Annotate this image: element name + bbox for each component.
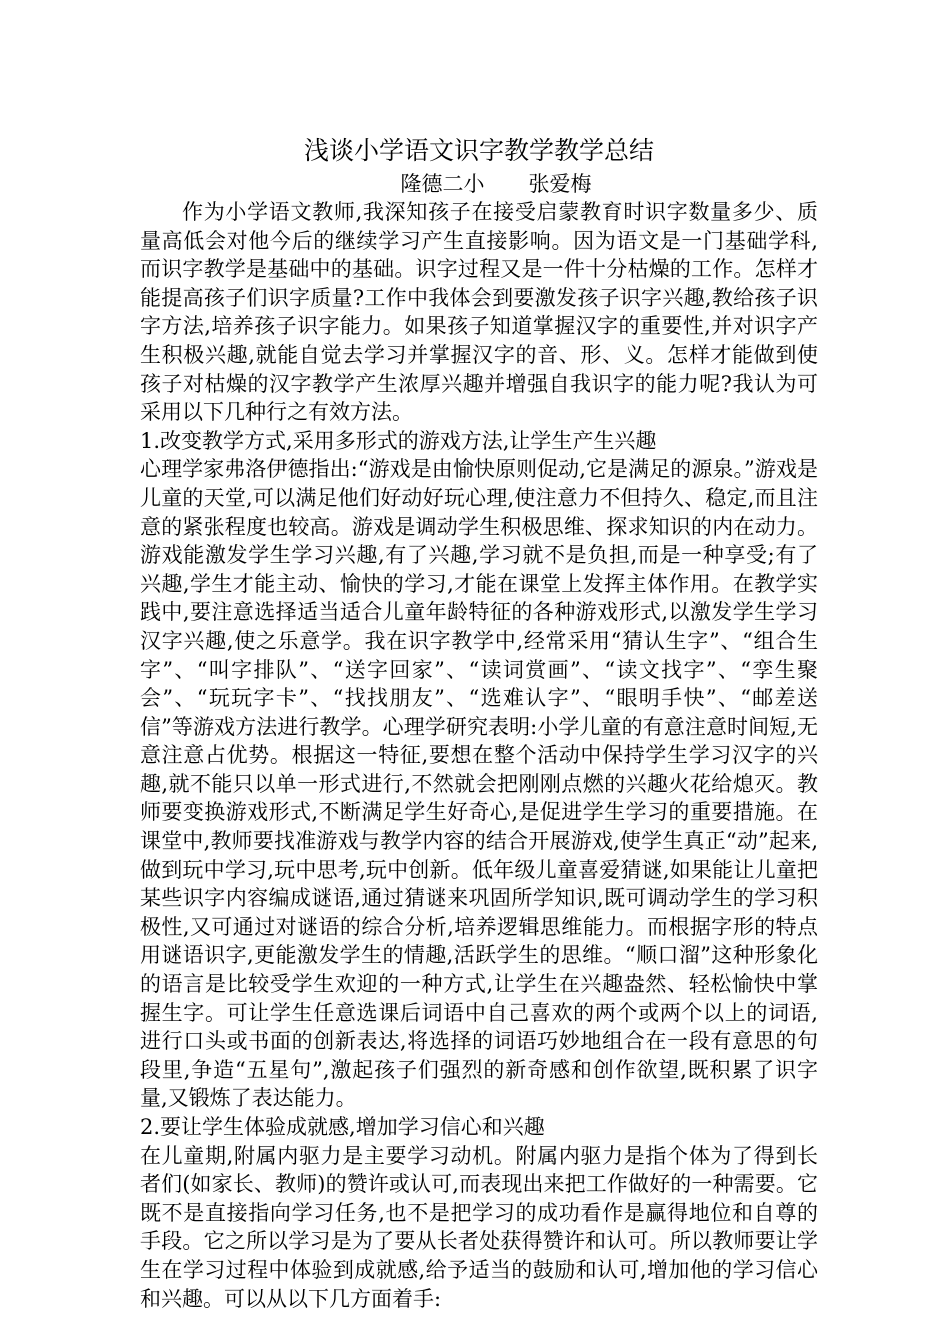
intro-paragraph: 作为小学语文教师,我深知孩子在接受启蒙教育时识字数量多少、质量高低会对他今后的继续学习产生直接影响。因为语文是一门基础学科,而识字教学是基础中的基础。识字过程又是一件十分枯燥的工作。怎样才能提高孩子们识字质量?工作中我体会到要激发孩子识字兴趣,教给孩子识字方法,培养孩子识字能力。如果孩子知道掌握汉字的重要性,并对识字产生积极兴趣,就能自觉去学习并掌握汉字的音、形、义。怎样才能做到使孩子对枯燥的汉字教学产生浓厚兴趣并增强自我识字的能力呢?我认为可采用以下几种行之有效方法。 <box>140 200 818 425</box>
section-2-body: 在儿童期,附属内驱力是主要学习动机。附属内驱力是指个体为了得到长者们(如家长、教师)的赞许或认可,而表现出来把工作做好的一种需要。它既不是直接指向学习任务,也不是把学习的成功看作是赢得地位和自尊的手段。它之所以学习是为了要从长者处获得赞许和认可。所以教师要让学生在学习过程中体验到成就感,给予适当的鼓励和认可,增加他的学习信心和兴趣。可以从以下几方面着手: <box>140 1143 818 1311</box>
section-1-body: 心理学家弗洛伊德指出:“游戏是由愉快原则促动,它是满足的源泉。”游戏是儿童的天堂,可以满足他们好动好玩心理,使注意力不但持久、稳定,而且注意的紧张程度也较高。游戏是调动学生积极思维、探求知识的内在动力。游戏能激发学生学习兴趣,有了兴趣,学习就不是负担,而是一种享受;有了兴趣,学生才能主动、愉快的学习,才能在课堂上发挥主体作用。在教学实践中,要注意选择适当适合儿童年龄特征的各种游戏形式,以激发学生学习汉字兴趣,使之乐意学。我在识字教学中,经常采用“猜认生字”、“组合生字”、“叫字排队”、“送字回家”、“读词赏画”、“读文找字”、“孪生聚会”、“玩玩字卡”、“找找朋友”、“选难认字”、“眼明手快”、“邮差送信”等游戏方法进行教学。心理学研究表明:小学儿童的有意注意时间短,无意注意占优势。根据这一特征,要想在整个活动中保持学生学习汉字的兴趣,就不能只以单一形式进行,不然就会把刚刚点燃的兴趣火花给熄灭。教师要变换游戏形式,不断满足学生好奇心,是促进学生学习的重要措施。在课堂中,教师要找准游戏与教学内容的结合开展游戏,使学生真正“动”起来,做到玩中学习,玩中思考,玩中创新。低年级儿童喜爱猜谜,如果能让儿童把某些识字内容编成谜语,通过猜谜来巩固所学知识,既可调动学生的学习积极性,又可通过对谜语的综合分析,培养逻辑思维能力。而根据字形的特点用谜语识字,更能激发学生的情趣,活跃学生的思维。“顺口溜”这种形象化的语言是比较受学生欢迎的一种方式,让学生在兴趣盎然、轻松愉快中掌握生字。可让学生任意选课后词语中自己喜欢的两个或两个以上的词语,进行口头或书面的创新表达,将选择的词语巧妙地组合在一段有意思的句段里,争造“五星句”,激起孩子们强烈的新奇感和创作欲望,既积累了识字量,又锻炼了表达能力。 <box>140 457 818 1111</box>
document-title: 浅谈小学语文识字教学教学总结 <box>303 136 654 165</box>
document-page <box>140 134 818 1313</box>
section-1-heading: 1.改变教学方式,采用多形式的游戏方法,让学生产生兴趣 <box>140 428 657 453</box>
author-line <box>140 170 818 198</box>
author-school: 隆德二小 <box>400 172 485 196</box>
author-name: 张爱梅 <box>528 172 592 196</box>
section-2-heading: 2.要让学生体验成就感,增加学习信心和兴趣 <box>140 1115 545 1139</box>
